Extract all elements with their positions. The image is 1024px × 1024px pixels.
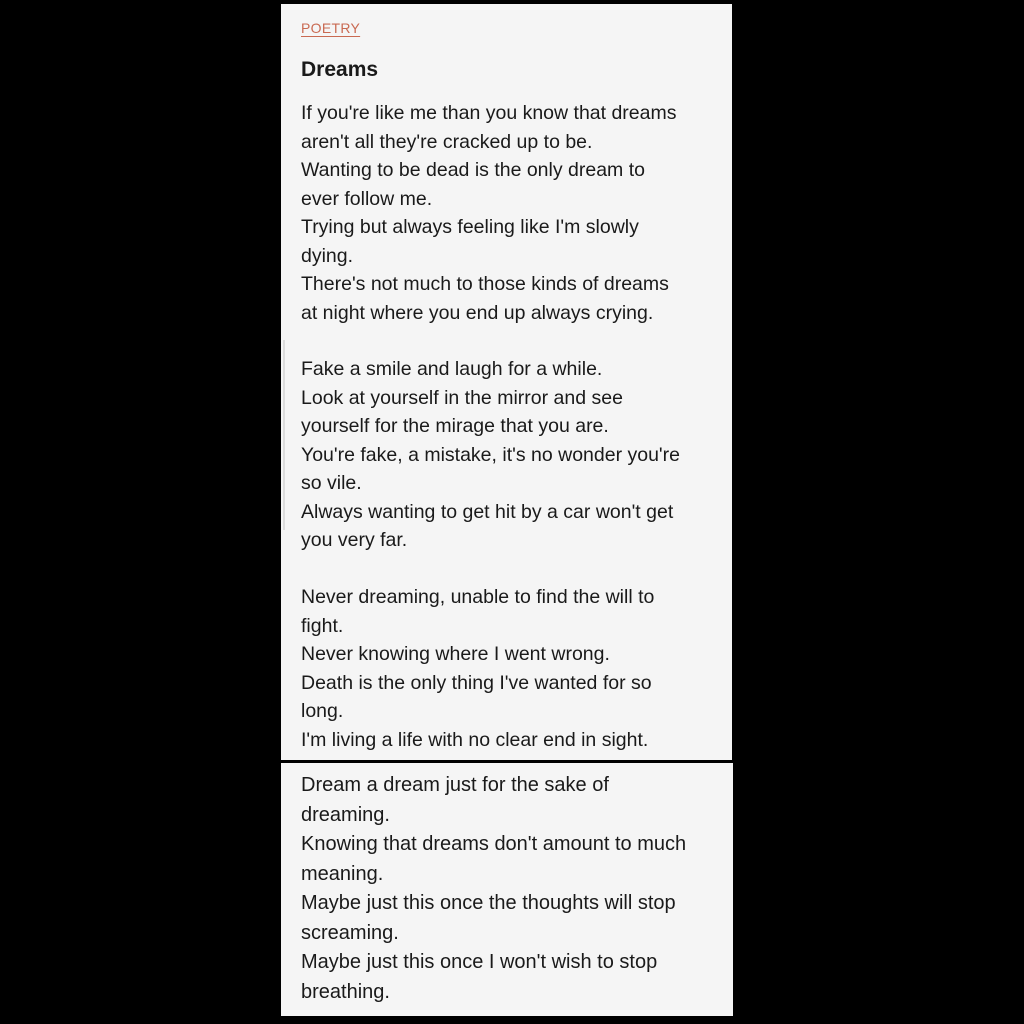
poem-line: fight. <box>301 614 344 637</box>
poem-line: Fake a smile and laugh for a while. <box>301 358 603 380</box>
poem-line: screaming. <box>301 921 399 944</box>
category-link[interactable]: POETRY <box>301 20 361 36</box>
poem-line: I'm living a life with no clear end in sight. <box>301 728 649 751</box>
post-title: Dreams <box>301 58 379 81</box>
poem-line: Maybe just this once I won't wish to stop <box>301 951 658 973</box>
stanza-1 <box>301 99 721 327</box>
poem-line: so vile. <box>301 472 362 494</box>
poem-line: Never dreaming, unable to find the will to <box>301 586 655 608</box>
poem-line: If you're like me than you know that dreams <box>301 102 677 124</box>
poem-line: Look at yourself in the mirror and see <box>301 386 623 409</box>
poem-line: Never knowing where I went wrong. <box>301 643 610 665</box>
poem-line: Death is the only thing I've wanted for so <box>301 671 652 694</box>
poem-line: You're fake, a mistake, it's no wonder you're <box>301 443 680 466</box>
poem-line: Maybe just this once the thoughts will stop <box>301 892 676 914</box>
poem-line: you very far. <box>301 529 408 551</box>
stanza-2 <box>301 355 721 555</box>
poem-line: dying. <box>301 244 354 267</box>
poem-line: ever follow me. <box>301 187 433 210</box>
poem-line: There's not much to those kinds of dreams <box>301 273 669 295</box>
poem-line: long. <box>301 700 344 722</box>
stanza-4 <box>301 771 721 1007</box>
poem-line: Trying but always feeling like I'm slowly <box>301 216 639 238</box>
poem-line: meaning. <box>301 862 384 885</box>
poem-card-bottom <box>281 763 733 1016</box>
poem-line: Always wanting to get hit by a car won't get <box>301 500 674 523</box>
poem-line: breathing. <box>301 980 390 1003</box>
poem-line: at night where you end up always crying. <box>301 301 654 324</box>
stanza-3 <box>301 583 721 754</box>
poem-line: Knowing that dreams don't amount to much <box>301 833 687 855</box>
poem-line: Dream a dream just for the sake of <box>301 774 609 796</box>
poem-line: yourself for the mirage that you are. <box>301 415 609 437</box>
poem-card-top <box>281 4 732 760</box>
poem-line: Wanting to be dead is the only dream to <box>301 159 645 181</box>
poem-line: dreaming. <box>301 803 390 826</box>
scroll-edge-shadow <box>283 340 285 530</box>
poem-line: aren't all they're cracked up to be. <box>301 130 593 153</box>
